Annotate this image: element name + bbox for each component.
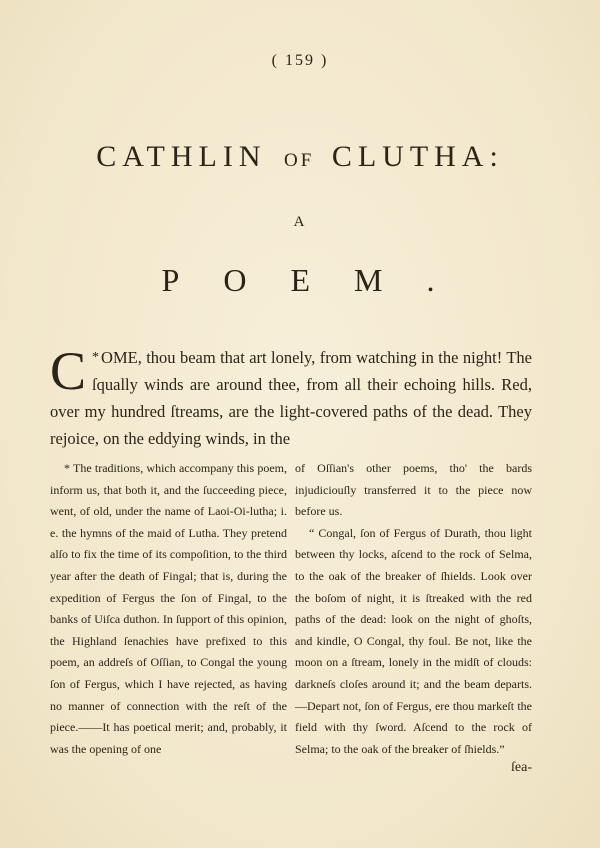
subtitle-poem: POEM. bbox=[161, 262, 479, 298]
poem-body bbox=[50, 341, 532, 452]
title-article: A bbox=[293, 214, 307, 230]
footnote-right-text-2: “ Congal, ſon of Fergus of Durath, thou light between thy locks, aſcend to the rock of Selma, to the oak of the breaker of ſhields. Look over the boſom of night, it is ſtreaked with the red paths of the dead: look on the night of ghoſts, and kindle, O Congal, thy foul. Be not, like the moon on a ſtream, lonely in the midſt of clouds: darkneſs cloſes around it; and the beam departs.—Depart not, ſon of Fergus, ere thou markeſt the field with thy ſword. Aſcend to the rock of Selma; to the oak of the breaker of ſhields.” bbox=[295, 525, 532, 756]
title-part-of: OF bbox=[284, 150, 315, 171]
footnote-column-right bbox=[295, 458, 532, 760]
footnotes bbox=[50, 458, 532, 760]
poem-body-text: OME, thou beam that art lonely, from watching in the night! The ſqually winds are around thee, from all their echoing hills. Red, over my hundred ſtreams, are the light-covered paths of the dead. They rejoice, on the eddying winds, in the bbox=[50, 348, 532, 448]
footnote-marker: * bbox=[92, 350, 100, 365]
drop-cap: C bbox=[50, 341, 87, 401]
catchword: ſea- bbox=[511, 760, 532, 775]
title-part-clutha: CLUTHA: bbox=[331, 140, 504, 173]
footnote-column-left bbox=[50, 458, 287, 760]
footnote-left-text: * The traditions, which accompany this poem, inform us, that both it, and the ſucceeding piece, went, of old, under the name of Laoi-Oi-lutha; i. e. the hymns of the maid of Lutha. They pretend alſo to fix the time of its compoſition, to the third year after the death of Fingal; that is, during the expedition of Fergus the ſon of Fingal, to the banks of Uiſca duthon. In ſupport of this opinion, the Highland ſenachies have prefixed to this poem, an addreſs of Oſſian, to Congal the young ſon of Fergus, which I have rejected, as having no manner of connection with the reſt of the piece.——It has poetical merit; and, probably, it was the opening of one bbox=[50, 461, 287, 756]
page-title bbox=[0, 140, 600, 174]
title-part-cathlin: CATHLIN bbox=[96, 140, 267, 173]
page-number: ( 159 ) bbox=[271, 52, 329, 69]
footnote-right-text-1: of Oſſian's other poems, tho' the bards injudiciouſly transferred it to the piece now before us. bbox=[295, 461, 532, 519]
